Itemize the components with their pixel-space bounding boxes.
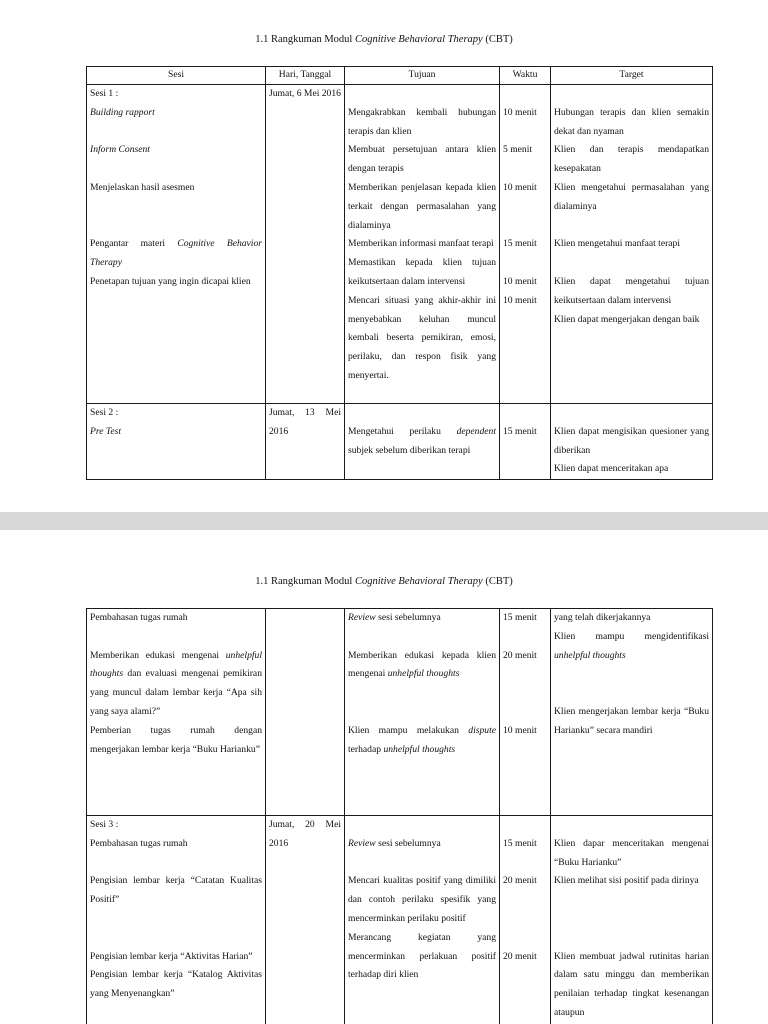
target-item: Klien mengetahui manfaat terapi (554, 238, 680, 250)
target-cell (551, 816, 713, 1024)
target-item: Klien mengetahui permasalahan yang dialaminya (554, 181, 709, 212)
tujuan-item: Merancang kegiatan yang mencerminkan perlakuan positif terhadap diri klien (348, 931, 496, 981)
activity-item: Pengisian lembar kerja “Katalog Aktivitas yang Menyenangkan” (90, 969, 262, 1000)
duration: 10 menit (503, 106, 537, 118)
target-item: Klien membuat jadwal rutinitas harian dalam satu minggu dan memberikan penilaian terhadap tingkat kesenangan ataupun (554, 950, 709, 1018)
sesi-cell (87, 816, 266, 1024)
tujuan-item: Memberikan informasi manfaat terapi (348, 238, 494, 250)
target-item: Hubungan terapis dan klien semakin dekat dan nyaman (554, 106, 709, 137)
activity-item: Pengantar materi Cognitive Behavior Therapy (90, 238, 262, 269)
tujuan-item: Mengakrabkan kembali hubungan terapis dan klien (348, 106, 496, 137)
header-hari-tanggal: Hari, Tanggal (266, 67, 345, 85)
duration: 10 menit (503, 275, 537, 287)
header-target: Target (551, 67, 713, 85)
duration: 10 menit (503, 724, 537, 736)
tujuan-item: Memberikan edukasi kepada klien mengenai unhelpful thoughts (348, 649, 496, 680)
target-cell (551, 85, 713, 404)
waktu-cell (500, 816, 551, 1024)
activity-item: Pengisian lembar kerja “Catatan Kualitas Positif” (90, 875, 262, 906)
tujuan-item: Membuat persetujuan antara klien dengan terapis (348, 144, 496, 175)
duration: 10 menit (503, 294, 537, 306)
waktu-cell (500, 85, 551, 404)
tujuan-item: Review sesi sebelumnya (348, 612, 441, 623)
header-waktu: Waktu (500, 67, 551, 85)
date-cell: Jumat, 13 Mei 2016 (266, 404, 345, 480)
table-row-sesi-2 (87, 404, 713, 480)
waktu-cell (500, 609, 551, 816)
duration: 5 menit (503, 144, 533, 156)
table-row-continued (87, 609, 713, 816)
sesi-cell (87, 609, 266, 816)
duration: 15 menit (503, 612, 537, 623)
duration: 20 menit (503, 649, 537, 661)
page-title: 1.1 Rangkuman Modul Cognitive Behavioral Therapy (CBT) (255, 34, 513, 45)
table-row-sesi-1 (87, 85, 713, 404)
activity-item: Inform Consent (90, 144, 150, 156)
activity-item: Menjelaskan hasil asesmen (90, 181, 195, 193)
target-cell (551, 609, 713, 816)
tujuan-cell (345, 609, 500, 816)
activity-item: Pemberian tugas rumah dengan mengerjakan lembar kerja “Buku Harianku” (90, 724, 262, 755)
tujuan-cell (345, 85, 500, 404)
duration: 20 menit (503, 950, 537, 962)
date-cell (266, 609, 345, 816)
target-item: Klien dan terapis mendapatkan kesepakatan (554, 144, 709, 175)
tujuan-item: Mengetahui perilaku dependent subjek sebelum diberikan terapi (348, 425, 496, 456)
tujuan-cell (345, 404, 500, 480)
target-item: Klien dapat menceritakan apa (554, 463, 669, 475)
target-cell (551, 404, 713, 480)
table-row-sesi-3 (87, 816, 713, 1024)
activity-item: Pengisian lembar kerja “Aktivitas Harian” (90, 950, 253, 962)
tujuan-item: Klien mampu melakukan dispute terhadap unhelpful thoughts (348, 724, 496, 755)
cbt-summary-table-continued (86, 608, 713, 1024)
target-item: Klien dapat mengerjakan dengan baik (554, 313, 700, 325)
waktu-cell (500, 404, 551, 480)
activity-item: Pembahasan tugas rumah (90, 612, 188, 623)
cbt-summary-table (86, 66, 713, 480)
page-title: 1.1 Rangkuman Modul Cognitive Behavioral Therapy (CBT) (255, 576, 513, 587)
target-item: Klien dapat mengisikan quesioner yang diberikan (554, 425, 709, 456)
target-item: yang telah dikerjakannya (554, 612, 651, 623)
date-cell: Jumat, 20 Mei 2016 (266, 816, 345, 1024)
target-item: Klien mengerjakan lembar kerja “Buku Harianku” secara mandiri (554, 705, 709, 736)
session-label: Sesi 3 : (90, 819, 119, 830)
target-item: Klien melihat sisi positif pada dirinya (554, 875, 699, 887)
target-item: Klien dapar menceritakan mengenai “Buku Harianku” (554, 837, 709, 868)
tujuan-item: Review sesi sebelumnya (348, 837, 441, 849)
tujuan-item: Memberikan penjelasan kepada klien terkait dengan permasalahan yang dialaminya (348, 181, 496, 231)
activity-item: Pembahasan tugas rumah (90, 837, 188, 849)
target-item: Klien dapat mengetahui tujuan keikutsertaan dalam intervensi (554, 275, 709, 306)
duration: 15 menit (503, 837, 537, 849)
table-header-row (87, 67, 713, 85)
date-cell: Jumat, 6 Mei 2016 (266, 85, 345, 404)
activity-item: Building rapport (90, 106, 155, 118)
sesi-cell (87, 85, 266, 404)
activity-item: Pre Test (90, 425, 122, 437)
tujuan-cell (345, 816, 500, 1024)
activity-item: Penetapan tujuan yang ingin dicapai klien (90, 275, 251, 287)
tujuan-item: Mencari kualitas positif yang dimiliki dan contoh perilaku spesifik yang mencerminkan perilaku positif (348, 875, 496, 924)
header-tujuan: Tujuan (345, 67, 500, 85)
session-label: Sesi 2 : (90, 407, 119, 418)
tujuan-item: Memastikan kepada klien tujuan keikutsertaan dalam intervensi (348, 257, 496, 287)
header-sesi: Sesi (87, 67, 266, 85)
duration: 10 menit (503, 181, 537, 193)
duration: 15 menit (503, 425, 537, 437)
target-item: Klien mampu mengidentifikasi unhelpful thoughts (554, 630, 709, 661)
tujuan-item: Mencari situasi yang akhir-akhir ini menyebabkan keluhan muncul kembali beserta pemikiran, emosi, perilaku, dan respon fisik yang menyertai. (348, 294, 496, 381)
session-label: Sesi 1 : (90, 88, 119, 99)
duration: 20 menit (503, 875, 537, 887)
activity-item: Memberikan edukasi mengenai unhelpful thoughts dan evaluasi mengenai pemikiran yang muncul dalam lembar kerja “Apa sih yang saya alami?” (90, 649, 262, 717)
sesi-cell (87, 404, 266, 480)
duration: 15 menit (503, 238, 537, 250)
document-page-2 (0, 530, 768, 1024)
